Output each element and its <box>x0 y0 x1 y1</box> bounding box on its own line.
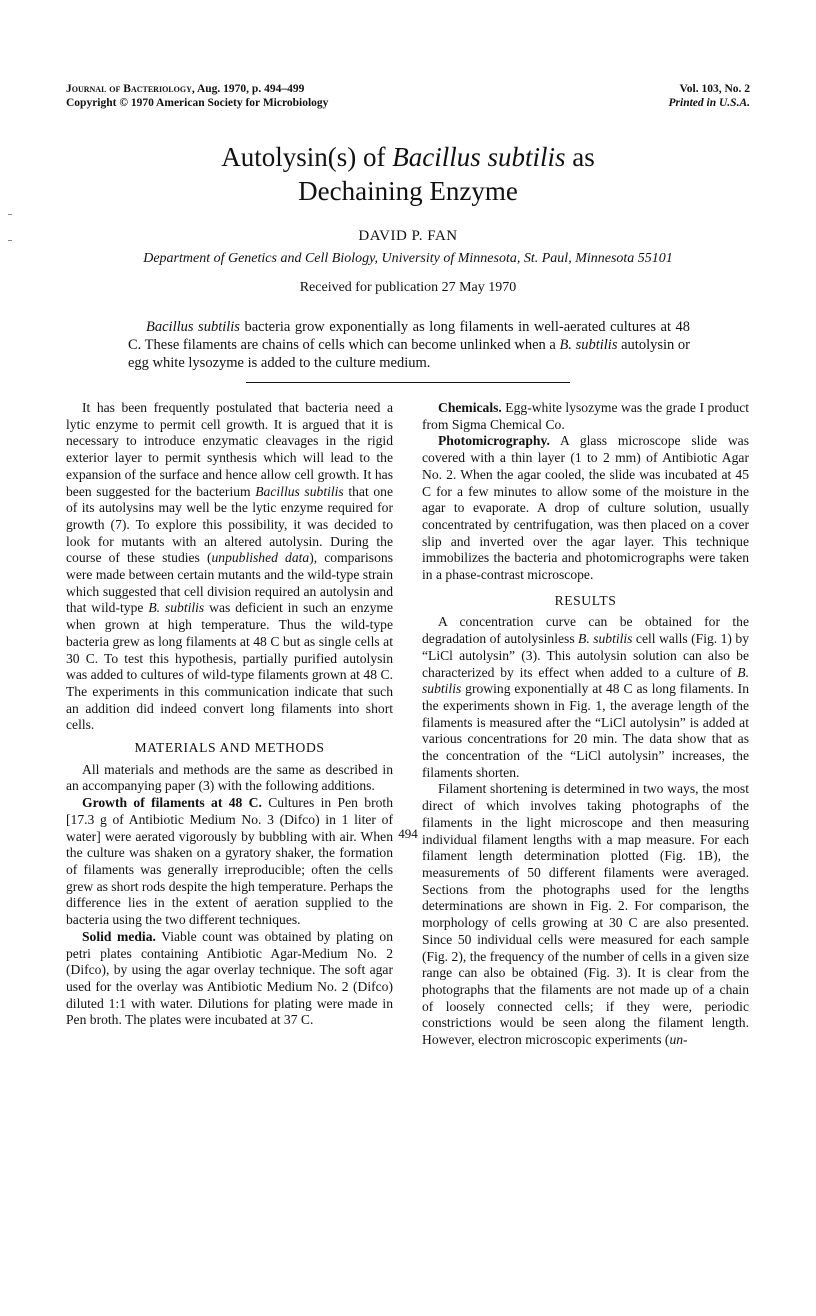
abstract-species: Bacillus subtilis <box>146 319 240 335</box>
scan-mark <box>8 240 12 241</box>
methods-paragraph: All materials and methods are the same as described in an accompanying paper (3) with the following additions. <box>66 761 393 794</box>
affiliation: Department of Genetics and Cell Biology, University of Minnesota, St. Paul, Minnesota 55101 <box>143 251 673 266</box>
received-date: Received for publication 27 May 1970 <box>299 280 517 295</box>
title-text: Autolysin(s) of <box>221 142 393 172</box>
abstract-text: bacteria grow exponentially as long filaments in well-aerated cultures at 48 C. These filaments are chains of cells which can become unlinked when a <box>128 319 690 353</box>
copyright: Copyright © 1970 American Society for Microbiology <box>66 97 329 109</box>
methods-heading: MATERIALS AND METHODS <box>134 740 325 756</box>
printed-in: Printed in U.S.A. <box>668 97 750 109</box>
title-species: Bacillus subtilis <box>392 142 566 172</box>
results-heading: RESULTS <box>554 592 617 608</box>
article-title <box>0 140 816 208</box>
chemicals-paragraph: Chemicals. Egg-white lysozyme was the grade I product from Sigma Chemical Co. <box>422 400 749 432</box>
results-paragraph-1: A concentration curve can be obtained for the degradation of autolysinless B. subtilis cell walls (Fig. 1) by “LiCl autolysin” (3). This autolysin solution can also be characterized by its effect when added to a culture of B. subtilis growing exponentially at 48 C as long filaments. In the experiments shown in Fig. 1, the average length of the filaments is measured after the “LiCl autolysin” is added at various concentrations for 20 min. The data show that as the concentration of the “LiCl autolysin” increases, the filaments shorten. <box>422 614 749 780</box>
title-line-2: Dechaining Enzyme <box>298 176 518 206</box>
page-number: 494 <box>398 826 418 841</box>
right-column <box>422 400 749 1049</box>
scan-mark <box>8 214 12 215</box>
volume: Vol. 103, No. 2 <box>679 83 750 95</box>
journal-name: Journal of Bacteriology <box>66 83 192 95</box>
photomicrography-paragraph: Photomicrography. A glass microscope slide was covered with a thin layer (1 to 2 mm) of Antibiotic Agar No. 2. When the agar cooled, the slide was incubated at 45 C for a few minutes to allow some of the moisture in the agar to evaporate. A drop of culture solution, usually concentrated by centrifugation, was then placed on a cover slip and inverted over the agar layer. This technique immobilizes the bacteria and photomicrographs were taken in a phase-contrast microscope. <box>422 433 749 583</box>
growth-paragraph: Growth of filaments at 48 C. Cultures in Pen broth [17.3 g of Antibiotic Medium No. 3 (Difco) in 1 liter of water] were aerated vigorously by bubbling with air. When the culture was shaken on a gyratory shaker, the formation of filaments was generally irreproducible; often the cells grew as short rods despite the high temperature. Perhaps the difference lies in the extent of aeration supplied to the bacteria using the two different techniques. <box>66 795 393 928</box>
title-text-2: as <box>565 142 595 172</box>
divider <box>246 382 570 383</box>
results-paragraph-2: Filament shortening is determined in two ways, the most direct of which involves taking photographs of the filaments in the light microscope and then measuring individual filament lengths with a map measure. For each filament length determination plotted (Fig. 1B), the measurements of 50 different filaments were averaged. Sections from the photographs used for the lengths determinations are shown in Fig. 2. For comparison, the morphology of cells growing at 30 C are also presented. Since 50 individual cells were measured for each sample (Fig. 2), the frequency of the number of cells in a given size range can also be obtained (Fig. 3). It is clear from the photographs that the filaments are not made up of a chain of loosely connected cells; if they were, periodic constrictions would be seen along the filament length. However, electron microscopic experiments (un- <box>422 781 749 1048</box>
abstract-text-2: autolysin or egg white lysozyme is added to the culture medium. <box>128 337 690 371</box>
volume-header <box>669 82 750 110</box>
journal-header <box>66 82 328 110</box>
abstract-species-2: B. subtilis <box>559 337 618 353</box>
intro-paragraph: It has been frequently postulated that bacteria need a lytic enzyme to permit cell growth. It is argued that it is necessary to introduce enzymatic cleavages in the rigid exterior layer to permit synthesis which will lead to the expansion of the surface and hence allow cell growth. It has been suggested for the bacterium Bacillus subtilis that one of its autolysins may well be the lytic enzyme required for growth (7). To explore this possibility, it was decided to look for mutants with an altered autolysin. During the course of these studies (unpublished data), comparisons were made between certain mutants and the wild-type strain which suggested that cell division required an autolysin and that wild-type B. subtilis was deficient in such an enzyme when grown at high temperature. Thus the wild-type bacteria grew as long filaments at 48 C but as single cells at 30 C. To test this hypothesis, partially purified autolysin was added to cultures of wild-type filaments grown at 48 C. The experiments in this communication indicate that such an addition did indeed convert long filaments into short cells. <box>66 400 393 733</box>
journal-issue: , Aug. 1970, p. 494–499 <box>191 83 305 95</box>
author: DAVID P. FAN <box>358 228 458 244</box>
left-column <box>66 400 393 1029</box>
solid-media-paragraph: Solid media. Viable count was obtained by plating on petri plates containing Antibiotic Agar-Medium No. 2 (Difco), by using the agar overlay technique. The soft agar used for the overlay was Antibiotic Medium No. 2 (Difco) diluted 1:1 with water. Dilutions for plating were made in Pen broth. The plates were incubated at 37 C. <box>66 928 393 1028</box>
abstract <box>128 318 690 372</box>
